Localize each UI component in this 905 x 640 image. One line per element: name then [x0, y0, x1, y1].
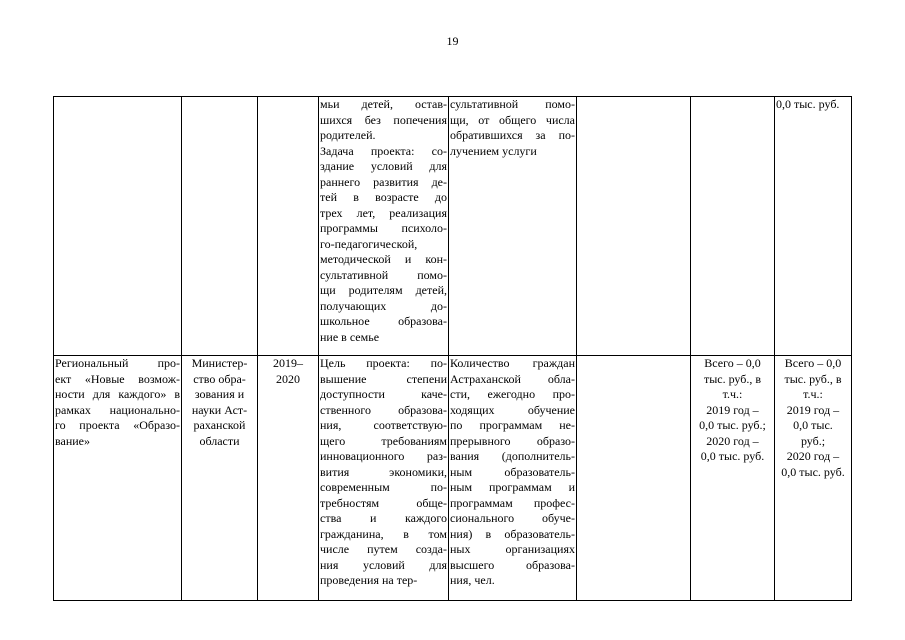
- text-line: ности для каждого» в: [55, 387, 180, 401]
- text-line: вития экономики,: [320, 464, 447, 479]
- text-line: ных организациях: [450, 542, 575, 556]
- text-line: Задача проекта: со-: [320, 143, 447, 158]
- text-line: ния условий для: [320, 557, 447, 572]
- indicator-text: [450, 97, 575, 159]
- text-line: школьное образова-: [320, 314, 447, 328]
- text-line: ект «Новые возмож-: [55, 371, 180, 386]
- cell-project-name: [54, 356, 182, 601]
- text-line: ство обра-: [193, 371, 246, 386]
- text-line: программам профес-: [450, 495, 575, 510]
- text-line: гражданина, в том: [320, 526, 447, 541]
- cell-funding-regional: [691, 97, 775, 356]
- text-line: науки Аст-: [191, 402, 248, 417]
- text-line: Цель проекта: по-: [320, 356, 447, 370]
- funding-regional-text: [692, 356, 773, 465]
- cell-funding-other: [775, 356, 852, 601]
- text-line: ственного образова-: [320, 402, 447, 417]
- text-line: т.ч.:: [803, 387, 823, 401]
- page-number: 19: [446, 34, 459, 48]
- text-line: получающих до-: [320, 298, 447, 313]
- text-line: прерывного образо-: [450, 433, 575, 448]
- text-line: ния) в образователь-: [450, 526, 575, 541]
- goal-text: [320, 356, 447, 589]
- cell-funding-other: [775, 97, 852, 356]
- text-line: по программам не-: [450, 418, 575, 432]
- indicator-text: [450, 356, 575, 589]
- text-line: 2020 год –: [786, 449, 840, 463]
- text-line: 2020: [276, 371, 300, 386]
- text-line: го проекта «Образо-: [55, 418, 180, 432]
- text-line: обратившихся за по-: [450, 128, 575, 142]
- cell-period: [258, 356, 319, 601]
- text-line: щи, от общего числа: [450, 112, 575, 127]
- text-line: ства и каждого: [320, 511, 447, 525]
- cell-executor: [182, 97, 258, 356]
- cell-indicator: [449, 97, 577, 356]
- text-line: сультативной помо-: [450, 97, 575, 111]
- table-row: [54, 356, 852, 601]
- project-name-text: [55, 356, 180, 449]
- text-line: доступности каче-: [320, 387, 447, 401]
- text-line: Всего – 0,0: [784, 356, 842, 370]
- text-line: ния, чел.: [450, 573, 495, 587]
- text-line: 2019 год –: [786, 402, 840, 417]
- funding-other-text: [776, 356, 850, 480]
- text-line: проведения на тер-: [320, 573, 418, 587]
- cell-empty: [577, 356, 691, 601]
- text-line: шихся без попечения: [320, 112, 447, 127]
- text-line: Министер-: [191, 356, 248, 370]
- text-line: трех лет, реализация: [320, 205, 447, 220]
- text-line: числе путем созда-: [320, 542, 447, 556]
- text-line: требностям обще-: [320, 495, 447, 510]
- text-line: ние в семье: [320, 329, 380, 344]
- cell-funding-regional: [691, 356, 775, 601]
- text-line: ным образователь-: [450, 464, 575, 479]
- text-line: Всего – 0,0: [704, 356, 761, 370]
- text-line: щи родителям детей,: [320, 283, 447, 297]
- text-line: Региональный про-: [55, 356, 180, 370]
- text-line: тей в возрасте до: [320, 190, 447, 204]
- text-line: высшего образова-: [450, 557, 575, 572]
- text-line: лучением услуги: [450, 143, 537, 158]
- text-line: щего требованиям: [320, 433, 447, 448]
- text-line: Количество граждан: [450, 356, 575, 370]
- text-line: 0,0 тыс. руб.;: [699, 418, 766, 432]
- text-line: 0,0 тыс. руб.: [781, 464, 845, 479]
- text-line: рамках национально-: [55, 402, 180, 417]
- text-line: 2019–: [273, 356, 303, 370]
- text-line: вание»: [55, 433, 91, 448]
- text-line: тыс. руб., в: [784, 371, 842, 386]
- text-line: го-педагогической,: [320, 236, 418, 251]
- period-text: [259, 356, 317, 387]
- cell-project-name: [54, 97, 182, 356]
- text-line: руб.;: [800, 433, 826, 448]
- text-line: инновационного раз-: [320, 449, 447, 463]
- executor-text: [183, 356, 256, 449]
- text-line: т.ч.:: [722, 387, 743, 401]
- cell-goal: [319, 356, 449, 601]
- text-line: программы психоло-: [320, 221, 447, 235]
- goal-text: [320, 97, 447, 345]
- text-line: ходящих обучение: [450, 402, 575, 417]
- text-line: 0,0 тыс. руб.: [700, 449, 765, 463]
- text-line: современным по-: [320, 480, 447, 494]
- text-line: сионального обуче-: [450, 511, 575, 525]
- text-line: методической и кон-: [320, 252, 447, 266]
- program-table: [53, 96, 852, 601]
- text-line: зования и: [194, 387, 245, 401]
- text-line: ния, соответствую-: [320, 418, 447, 432]
- text-line: раханской: [193, 418, 246, 432]
- text-line: сти, ежегодно про-: [450, 387, 575, 401]
- text-line: области: [199, 433, 240, 448]
- table-row: [54, 97, 852, 356]
- text-line: тыс. руб., в: [703, 371, 762, 386]
- text-line: вания (дополнитель-: [450, 449, 575, 463]
- text-line: здание условий для: [320, 159, 447, 173]
- cell-executor: [182, 356, 258, 601]
- cell-goal: [319, 97, 449, 356]
- text-line: раннего развития де-: [320, 174, 447, 189]
- text-line: сультативной помо-: [320, 267, 447, 282]
- text-line: ным программам и: [450, 480, 575, 494]
- cell-indicator: [449, 356, 577, 601]
- text-line: вышение степени: [320, 371, 447, 386]
- cell-period: [258, 97, 319, 356]
- text-line: 0,0 тыс.: [793, 418, 833, 432]
- text-line: родителей.: [320, 128, 376, 142]
- text-line: Астраханской обла-: [450, 371, 575, 386]
- cell-empty: [577, 97, 691, 356]
- text-line: 2019 год –: [706, 402, 759, 417]
- funding-other-text: 0,0 тыс. руб.: [776, 97, 840, 111]
- text-line: 2020 год –: [706, 433, 759, 448]
- text-line: мьи детей, остав-: [320, 97, 447, 111]
